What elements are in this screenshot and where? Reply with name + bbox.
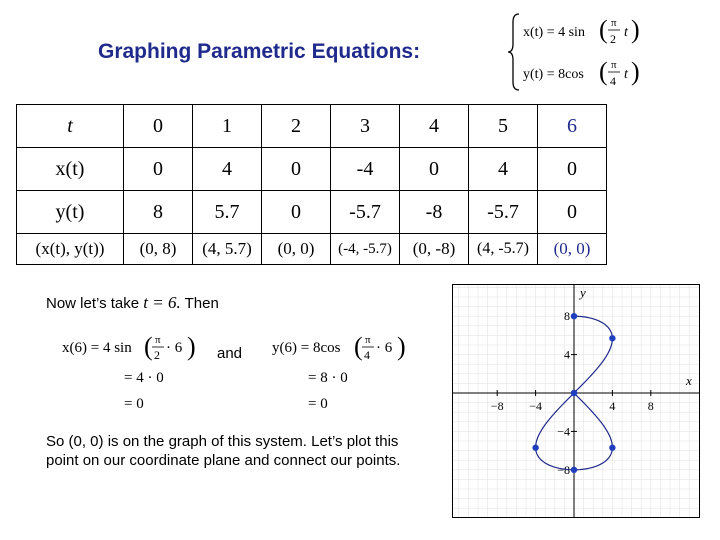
- intro-text: [46, 293, 219, 313]
- x-tick-label: −8: [490, 399, 504, 413]
- y-calculation: [268, 328, 418, 418]
- calc-y-num: π: [365, 334, 371, 346]
- calc-x-step2: = 0: [124, 396, 144, 412]
- system-x-paren-open: (: [599, 15, 608, 44]
- data-point: [609, 445, 615, 451]
- y-cell: 5.7: [193, 191, 262, 234]
- calc-x-dot: · 6: [166, 340, 183, 356]
- point-cell: (0, 8): [124, 234, 193, 265]
- calc-x-num: π: [155, 334, 161, 346]
- calc-x-paren-close: ): [187, 332, 196, 361]
- intro-t-value: t = 6.: [143, 293, 181, 312]
- data-point: [571, 467, 577, 473]
- y-tick-label: 4: [564, 347, 570, 362]
- table-row-x: [17, 148, 607, 191]
- system-y-frac-den: 4: [610, 74, 616, 88]
- system-y-lhs: y(t) = 8cos: [523, 67, 584, 82]
- y-cell: -8: [400, 191, 469, 234]
- table-row-t: [17, 105, 607, 148]
- and-label: and: [217, 345, 243, 362]
- values-table: [16, 104, 607, 265]
- parametric-graph: [452, 284, 700, 518]
- intro-before: Now let’s take: [46, 295, 144, 312]
- system-x-var: t: [624, 25, 628, 40]
- system-x-frac-num: π: [611, 17, 617, 29]
- y-tick-label: −8: [557, 462, 570, 477]
- calc-y-den: 4: [364, 348, 370, 362]
- t-cell: 2: [262, 105, 331, 148]
- x-tick-label: 4: [609, 399, 616, 413]
- x-calculation: [58, 328, 208, 418]
- header-points: (x(t), y(t)): [17, 234, 124, 265]
- header-y: y(t): [17, 191, 124, 234]
- calc-y-step2: = 0: [308, 396, 328, 412]
- calc-x-paren-open: (: [144, 332, 153, 361]
- system-y-paren-open: (: [599, 57, 608, 86]
- x-cell: 4: [193, 148, 262, 191]
- t-cell: 0: [124, 105, 193, 148]
- system-y-frac-num: π: [611, 59, 617, 71]
- conclusion-text: So (0, 0) is on the graph of this system. Let’s plot this point on our coordinate plane and connect our points.: [46, 433, 401, 469]
- x-cell: 0: [124, 148, 193, 191]
- system-y-paren-close: ): [631, 57, 640, 86]
- x-cell: 0: [262, 148, 331, 191]
- point-cell: (-4, -5.7): [331, 234, 400, 265]
- page-title: Graphing Parametric Equations:: [98, 40, 421, 63]
- calc-x-step1: = 4 · 0: [124, 370, 164, 386]
- y-cell: -5.7: [469, 191, 538, 234]
- point-cell: (4, -5.7): [469, 234, 538, 265]
- point-cell-highlight: (0, 0): [538, 234, 607, 265]
- calc-x-lhs: x(6) = 4 sin: [62, 340, 132, 356]
- x-tick-label: −4: [529, 399, 542, 413]
- header-t: t: [17, 105, 124, 148]
- x-axis-label: x: [686, 373, 692, 388]
- parametric-system: [505, 8, 645, 96]
- y-axis-label: y: [580, 285, 586, 300]
- t-cell: 5: [469, 105, 538, 148]
- header-x: x(t): [17, 148, 124, 191]
- table-row-y: [17, 191, 607, 234]
- data-point: [532, 445, 538, 451]
- data-point: [571, 390, 577, 396]
- t-cell: 1: [193, 105, 262, 148]
- calc-y-lhs: y(6) = 8cos: [272, 340, 341, 356]
- t-cell: 3: [331, 105, 400, 148]
- y-cell: -5.7: [331, 191, 400, 234]
- system-y-var: t: [624, 67, 628, 82]
- point-cell: (0, -8): [400, 234, 469, 265]
- system-x-paren-close: ): [631, 15, 640, 44]
- calc-y-paren-open: (: [354, 332, 363, 361]
- y-cell: 0: [538, 191, 607, 234]
- table-row-points: [17, 234, 607, 265]
- t-cell-highlight: 6: [538, 105, 607, 148]
- system-brace: [508, 14, 519, 90]
- x-tick-label: 8: [647, 399, 654, 413]
- system-x-frac-den: 2: [610, 32, 616, 46]
- calc-y-dot: · 6: [376, 340, 393, 356]
- data-point: [571, 313, 577, 319]
- x-cell: 4: [469, 148, 538, 191]
- y-tick-label: −4: [557, 424, 570, 439]
- calc-x-den: 2: [154, 348, 160, 362]
- point-cell: (4, 5.7): [193, 234, 262, 265]
- y-cell: 8: [124, 191, 193, 234]
- x-cell: -4: [331, 148, 400, 191]
- data-point: [609, 335, 615, 341]
- system-x-lhs: x(t) = 4 sin: [523, 25, 585, 40]
- t-cell: 4: [400, 105, 469, 148]
- point-cell: (0, 0): [262, 234, 331, 265]
- y-tick-label: 8: [564, 309, 570, 324]
- x-cell: 0: [400, 148, 469, 191]
- x-cell: 0: [538, 148, 607, 191]
- calc-y-step1: = 8 · 0: [308, 370, 348, 386]
- calc-y-paren-close: ): [397, 332, 406, 361]
- y-cell: 0: [262, 191, 331, 234]
- intro-after: Then: [180, 295, 219, 312]
